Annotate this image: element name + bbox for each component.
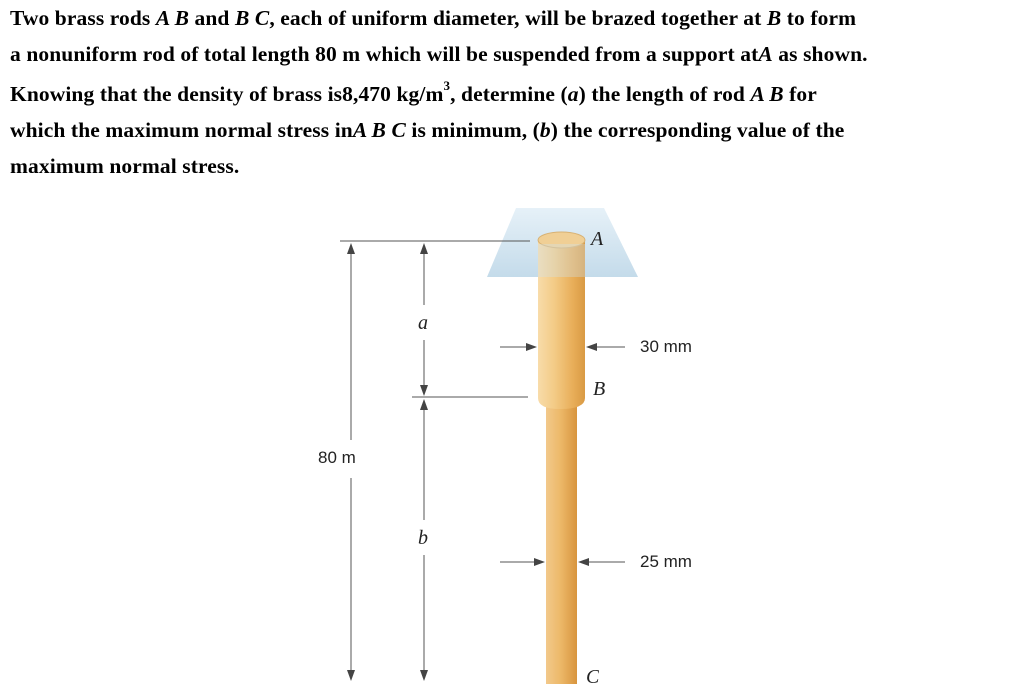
arrow-30mm-right	[586, 343, 597, 351]
arrow-total-top	[347, 243, 355, 254]
text-segment: is minimum, (	[405, 118, 540, 142]
arrow-b-bottom	[420, 670, 428, 681]
diameter-bc-label: 25 mm	[640, 552, 692, 571]
rod-ab-symbol: A B	[155, 6, 190, 30]
arrow-a-top	[420, 243, 428, 254]
rod-bc-symbol: B C	[234, 6, 270, 30]
total-length-label: 80 m	[318, 448, 356, 467]
part-a-symbol: a	[567, 82, 579, 106]
text-segment: ) the length of rod	[578, 82, 751, 106]
arrow-b-top	[420, 399, 428, 410]
part-b-symbol: b	[539, 118, 551, 142]
point-a-symbol: A	[758, 42, 773, 66]
text-segment: as shown.	[772, 42, 868, 66]
text-segment: a nonuniform rod of total length 80 m which will be suspended from a support at	[10, 42, 759, 66]
text-segment: , determine (	[450, 82, 568, 106]
exponent: 3	[443, 78, 451, 93]
dim-a-label: a	[418, 312, 428, 334]
arrow-25mm-right	[578, 558, 589, 566]
arrow-total-bottom	[347, 670, 355, 681]
point-c-label: C	[586, 666, 600, 684]
density-value: 8,470	[342, 82, 391, 106]
rod-abc-symbol: A B C	[352, 118, 406, 142]
text-segment: for	[783, 82, 817, 106]
point-b-symbol: B	[766, 6, 782, 30]
text-segment: , each of uniform diameter, will be brazed together at	[269, 6, 767, 30]
rod-bc	[546, 398, 577, 684]
text-segment: which the maximum normal stress in	[10, 118, 353, 142]
dim-b-label: b	[418, 527, 428, 549]
text-segment: Knowing that the density of brass is	[10, 82, 343, 106]
rod-ab-symbol: A B	[750, 82, 784, 106]
text-segment: to form	[781, 6, 857, 30]
point-b-label: B	[593, 378, 606, 400]
arrow-30mm-left	[526, 343, 537, 351]
arrow-a-bottom	[420, 385, 428, 396]
point-a-label: A	[591, 228, 604, 250]
diameter-ab-label: 30 mm	[640, 337, 692, 356]
text-segment: and	[189, 6, 235, 30]
text-segment: kg/m	[391, 82, 444, 106]
text-segment: maximum normal stress.	[10, 154, 240, 178]
support-overlay	[538, 244, 585, 277]
arrow-25mm-left	[534, 558, 545, 566]
text-segment: Two brass rods	[10, 6, 156, 30]
text-segment: ) the corresponding value of the	[550, 118, 845, 142]
